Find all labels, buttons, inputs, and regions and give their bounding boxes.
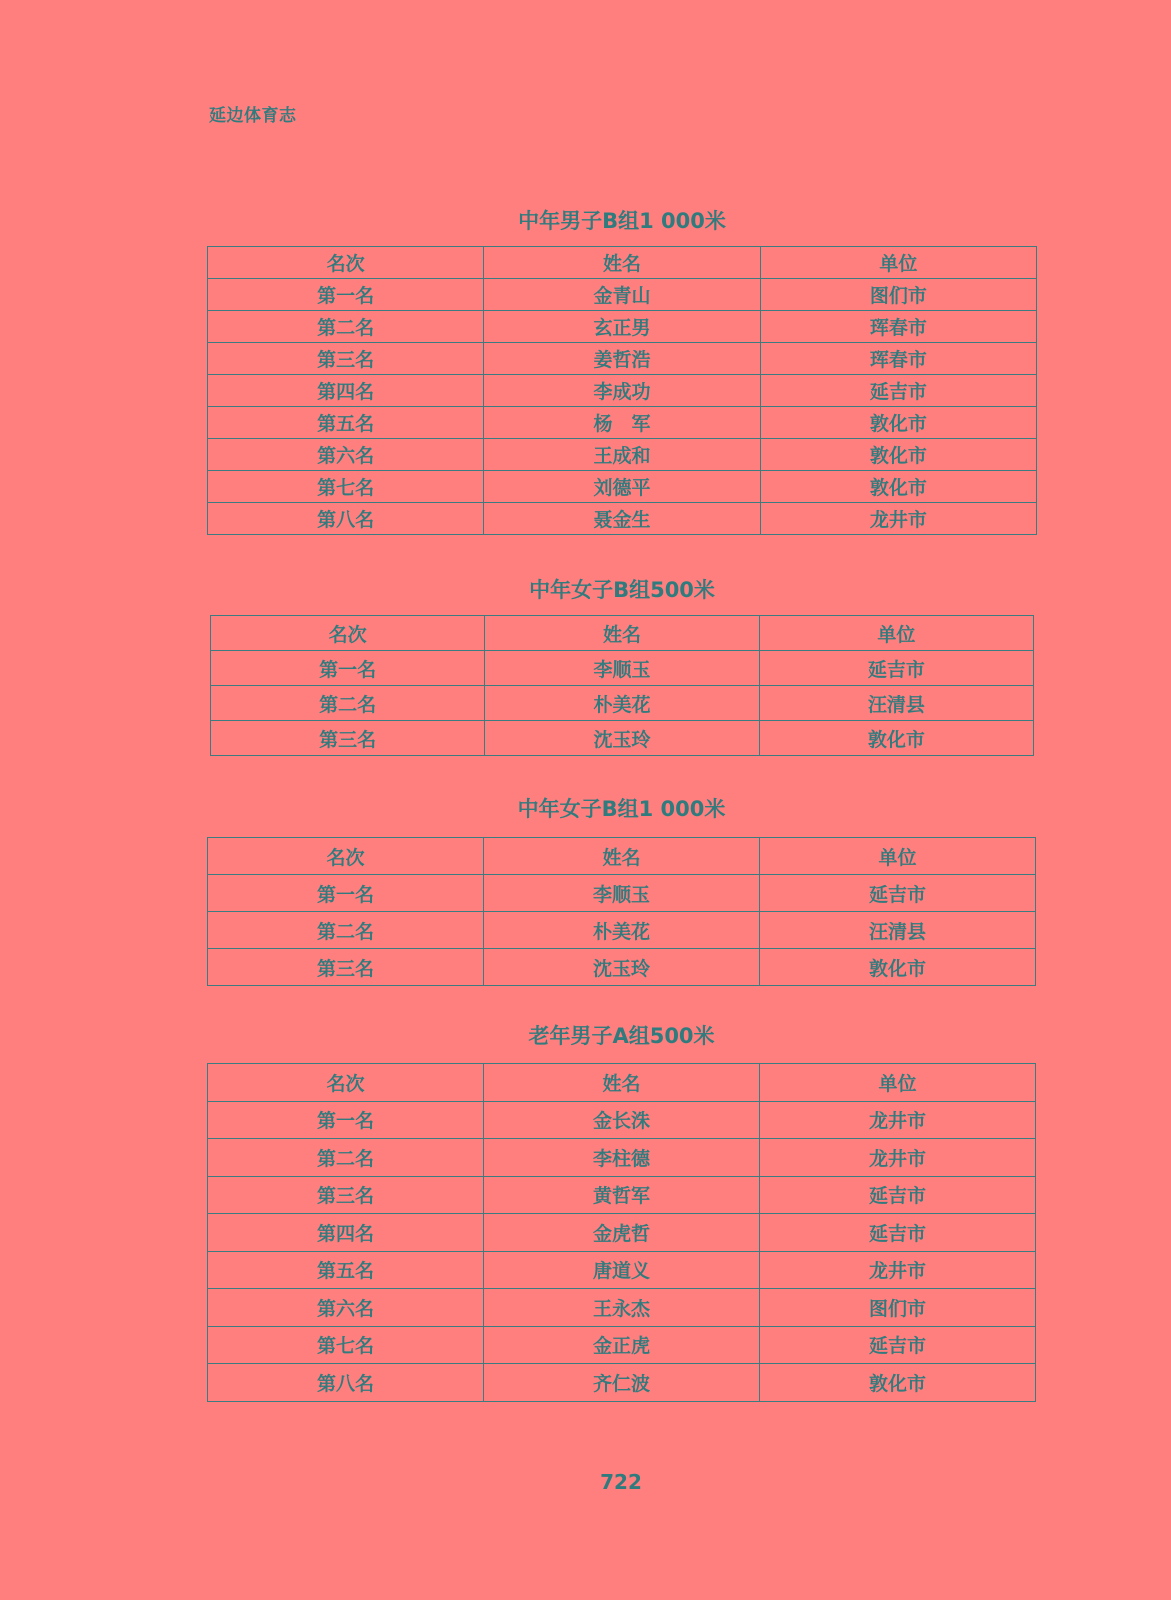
unit-cell: 龙井市 (760, 503, 1036, 535)
table-row (208, 343, 1037, 375)
section-title: 老年男子A组500米 (528, 1024, 715, 1048)
name-cell: 金正虎 (484, 1326, 760, 1364)
rank-cell: 第六名 (208, 1289, 484, 1327)
name-cell: 朴美花 (484, 912, 760, 949)
name-cell: 玄正男 (484, 311, 760, 343)
table-row (211, 651, 1034, 686)
column-header-unit: 单位 (760, 1064, 1036, 1102)
name-cell: 姜哲浩 (484, 343, 760, 375)
unit-cell: 敦化市 (760, 949, 1036, 986)
rank-cell: 第二名 (208, 311, 484, 343)
name-cell: 金虎哲 (484, 1214, 760, 1252)
name-cell: 齐仁波 (484, 1364, 760, 1402)
table-row (211, 721, 1034, 756)
unit-cell: 汪清县 (760, 912, 1036, 949)
section-title: 中年女子B组1 000米 (517, 797, 726, 821)
running-header: 延边体育志 (209, 106, 297, 126)
name-cell: 沈玉玲 (485, 721, 759, 756)
column-header-name: 姓名 (485, 616, 759, 651)
table-row (208, 1289, 1036, 1327)
column-header-rank: 名次 (208, 247, 484, 279)
column-header-rank: 名次 (211, 616, 485, 651)
table-row (208, 1326, 1036, 1364)
unit-cell: 敦化市 (760, 471, 1036, 503)
header-row (211, 616, 1034, 651)
header-row (208, 247, 1037, 279)
results-table (207, 246, 1037, 535)
rank-cell: 第七名 (208, 1326, 484, 1364)
section-title: 中年女子B组500米 (529, 578, 715, 602)
unit-cell: 延吉市 (760, 875, 1036, 912)
rank-cell: 第四名 (208, 375, 484, 407)
name-cell: 聂金生 (484, 503, 760, 535)
unit-cell: 延吉市 (759, 651, 1033, 686)
name-cell: 黄哲军 (484, 1176, 760, 1214)
rank-cell: 第八名 (208, 503, 484, 535)
name-cell: 金青山 (484, 279, 760, 311)
table-row (211, 686, 1034, 721)
rank-cell: 第一名 (208, 279, 484, 311)
results-table (207, 837, 1036, 986)
rank-cell: 第七名 (208, 471, 484, 503)
name-cell: 唐道义 (484, 1251, 760, 1289)
table-row (208, 949, 1036, 986)
table-row (208, 1176, 1036, 1214)
name-cell: 李顺玉 (485, 651, 759, 686)
unit-cell: 珲春市 (760, 311, 1036, 343)
header-row (208, 838, 1036, 875)
results-section-3 (207, 1019, 1036, 1402)
rank-cell: 第三名 (208, 1176, 484, 1214)
unit-cell: 龙井市 (760, 1251, 1036, 1289)
table-row (208, 439, 1037, 471)
page-number: 722 (600, 1470, 642, 1494)
name-cell: 李成功 (484, 375, 760, 407)
unit-cell: 珲春市 (760, 343, 1036, 375)
table-row (208, 407, 1037, 439)
results-section-1 (210, 573, 1034, 756)
column-header-unit: 单位 (759, 616, 1033, 651)
column-header-name: 姓名 (484, 247, 760, 279)
rank-cell: 第三名 (211, 721, 485, 756)
column-header-name: 姓名 (484, 1064, 760, 1102)
unit-cell: 延吉市 (760, 375, 1036, 407)
rank-cell: 第二名 (208, 912, 484, 949)
unit-cell: 延吉市 (760, 1176, 1036, 1214)
rank-cell: 第五名 (208, 407, 484, 439)
results-section-0 (207, 204, 1037, 535)
rank-cell: 第三名 (208, 949, 484, 986)
rank-cell: 第二名 (211, 686, 485, 721)
name-cell: 李顺玉 (484, 875, 760, 912)
column-header-rank: 名次 (208, 1064, 484, 1102)
results-table (207, 1063, 1036, 1402)
table-row (208, 875, 1036, 912)
table-row (208, 1101, 1036, 1139)
rank-cell: 第一名 (211, 651, 485, 686)
table-row (208, 279, 1037, 311)
unit-cell: 敦化市 (759, 721, 1033, 756)
unit-cell: 图们市 (760, 279, 1036, 311)
name-cell: 李柱德 (484, 1139, 760, 1177)
results-section-2 (207, 792, 1036, 986)
rank-cell: 第二名 (208, 1139, 484, 1177)
unit-cell: 敦化市 (760, 1364, 1036, 1402)
column-header-name: 姓名 (484, 838, 760, 875)
unit-cell: 龙井市 (760, 1139, 1036, 1177)
rank-cell: 第一名 (208, 875, 484, 912)
unit-cell: 延吉市 (760, 1326, 1036, 1364)
name-cell: 王永杰 (484, 1289, 760, 1327)
unit-cell: 敦化市 (760, 439, 1036, 471)
table-row (208, 503, 1037, 535)
rank-cell: 第六名 (208, 439, 484, 471)
name-cell: 刘德平 (484, 471, 760, 503)
unit-cell: 龙井市 (760, 1101, 1036, 1139)
rank-cell: 第五名 (208, 1251, 484, 1289)
unit-cell: 延吉市 (760, 1214, 1036, 1252)
table-row (208, 912, 1036, 949)
name-cell: 金长洙 (484, 1101, 760, 1139)
table-row (208, 1364, 1036, 1402)
results-table (210, 615, 1034, 756)
column-header-unit: 单位 (760, 247, 1036, 279)
rank-cell: 第四名 (208, 1214, 484, 1252)
name-cell: 杨 军 (484, 407, 760, 439)
table-row (208, 311, 1037, 343)
unit-cell: 汪清县 (759, 686, 1033, 721)
unit-cell: 敦化市 (760, 407, 1036, 439)
table-row (208, 1251, 1036, 1289)
column-header-rank: 名次 (208, 838, 484, 875)
section-title: 中年男子B组1 000米 (518, 209, 726, 233)
header-row (208, 1064, 1036, 1102)
table-row (208, 375, 1037, 407)
column-header-unit: 单位 (760, 838, 1036, 875)
name-cell: 沈玉玲 (484, 949, 760, 986)
unit-cell: 图们市 (760, 1289, 1036, 1327)
rank-cell: 第八名 (208, 1364, 484, 1402)
rank-cell: 第一名 (208, 1101, 484, 1139)
name-cell: 王成和 (484, 439, 760, 471)
table-row (208, 1214, 1036, 1252)
table-row (208, 1139, 1036, 1177)
rank-cell: 第三名 (208, 343, 484, 375)
name-cell: 朴美花 (485, 686, 759, 721)
table-row (208, 471, 1037, 503)
